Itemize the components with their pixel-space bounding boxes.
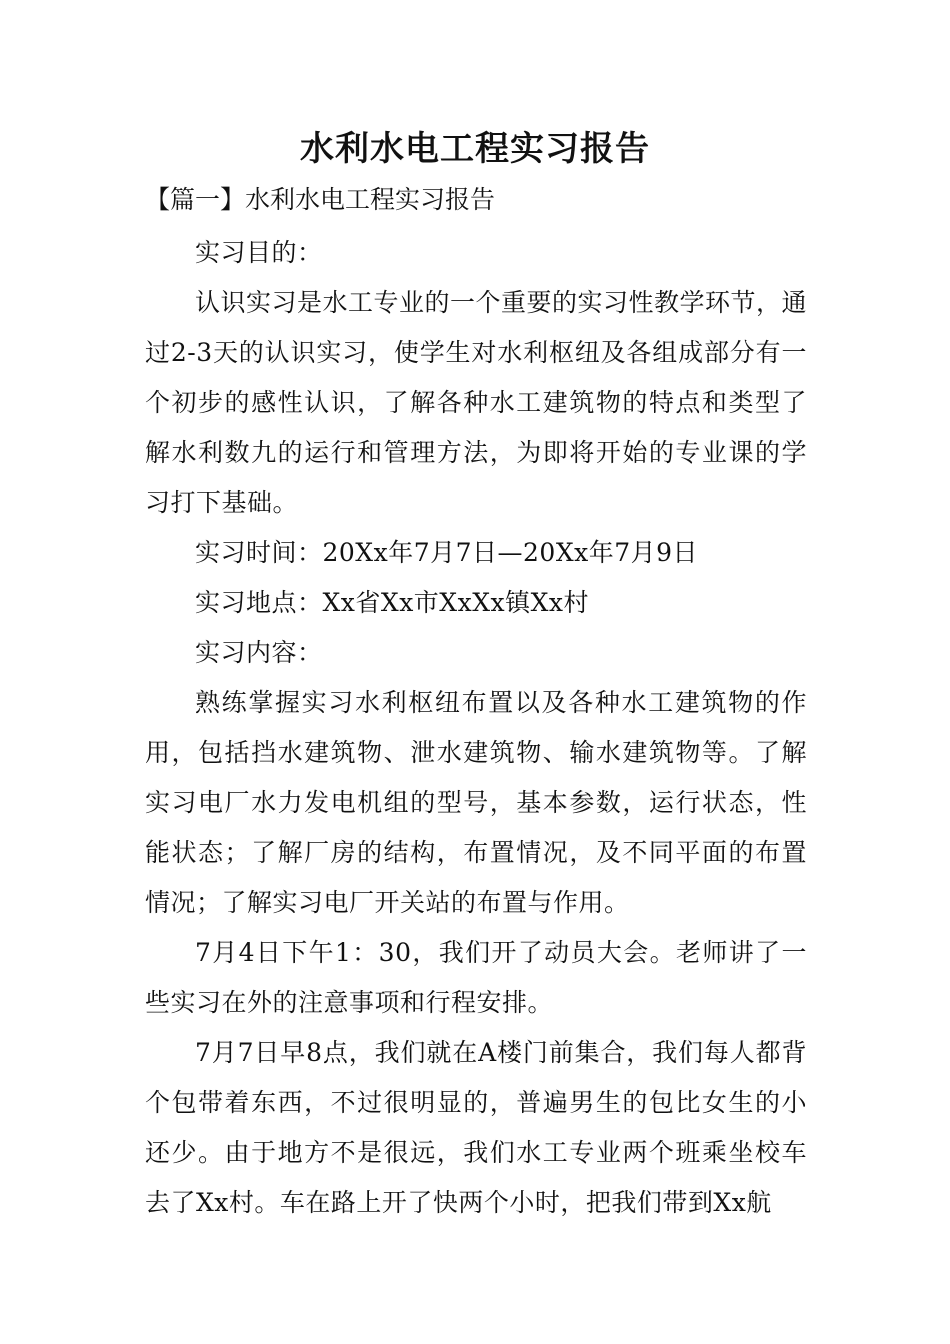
document-title: 水利水电工程实习报告	[300, 129, 650, 169]
paragraph-july-7: 7月7日早8点，我们就在A楼门前集合，我们每人都背个包带着东西，不过很明显的，普遍男生的包比女生的小还少。由于地方不是很远，我们水工专业两个班乘坐校车去了Xx村。车在路上开了快两个小时，把我们带到Xx航	[145, 1038, 807, 1217]
paragraph-july-4: 7月4日下午1：30，我们开了动员大会。老师讲了一些实习在外的注意事项和行程安排。	[145, 938, 807, 1017]
paragraph-content: 熟练掌握实习水利枢纽布置以及各种水工建筑物的作用，包括挡水建筑物、泄水建筑物、输水建筑物等。了解实习电厂水力发电机组的型号，基本参数，运行状态，性能状态；了解厂房的结构，布置情况，及不同平面的布置情况；了解实习电厂开关站的布置与作用。	[145, 688, 807, 917]
paragraph-content-heading: 实习内容：	[195, 638, 323, 667]
paragraph-time: 实习时间：20Xx年7月7日—20Xx年7月9日	[195, 538, 699, 567]
paragraph-location: 实习地点：Xx省Xx市XxXx镇Xx村	[195, 588, 589, 617]
paragraph-purpose-heading: 实习目的：	[195, 238, 323, 267]
section-heading: 【篇一】水利水电工程实习报告	[145, 185, 496, 214]
paragraph-purpose: 认识实习是水工专业的一个重要的实习性教学环节，通过2-3天的认识实习，使学生对水利枢纽及各组成部分有一个初步的感性认识，了解各种水工建筑物的特点和类型了解水利数九的运行和管理方法，为即将开始的专业课的学习打下基础。	[145, 288, 808, 517]
document-body	[145, 228, 807, 1228]
